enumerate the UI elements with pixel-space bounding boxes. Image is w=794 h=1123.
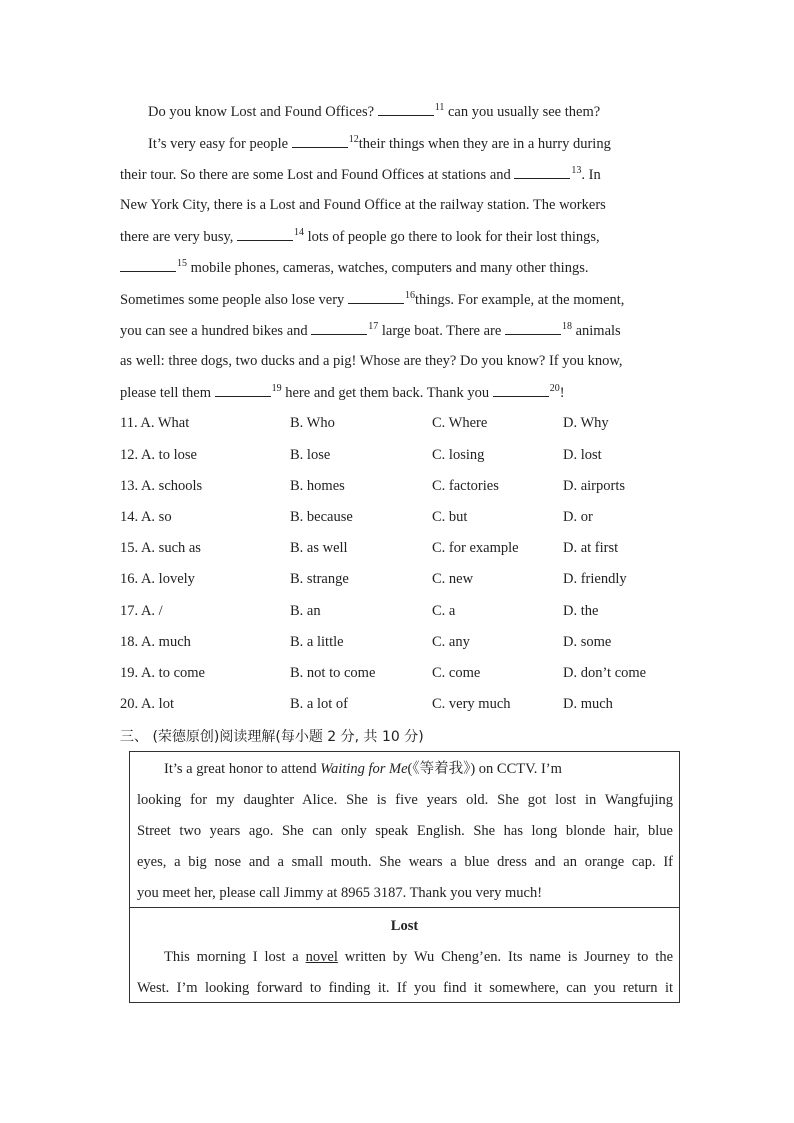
answer-blank-14[interactable] [237, 226, 293, 241]
option-d[interactable]: D. the [563, 603, 599, 619]
answer-blank-15[interactable] [120, 257, 176, 272]
option-b[interactable]: B. a little [290, 634, 344, 650]
option-b[interactable]: B. an [290, 603, 321, 619]
option-c[interactable]: C. come [432, 665, 481, 681]
option-a[interactable]: 11. A. What [120, 415, 190, 431]
option-b[interactable]: B. not to come [290, 665, 376, 681]
option-b[interactable]: B. because [290, 509, 353, 525]
option-a[interactable]: 16. A. lovely [120, 571, 195, 587]
option-a[interactable]: 13. A. schools [120, 478, 203, 494]
option-c[interactable]: C. any [432, 634, 470, 650]
passage-line-10: please tell them $^{19}$ here and get them back. Thank you $^{20}$! [120, 383, 565, 401]
option-a[interactable]: 20. A. lot [120, 696, 174, 712]
answer-blank-19[interactable] [215, 382, 271, 397]
option-d[interactable]: D. Why [563, 415, 609, 431]
option-a[interactable]: 15. A. such as [120, 540, 201, 556]
question-row-19 [120, 663, 680, 683]
option-b[interactable]: B. as well [290, 540, 348, 556]
passage-line-4: New York City, there is a Lost and Found Office at the railway station. The workers [120, 197, 606, 213]
question-row-16 [120, 569, 680, 589]
option-c[interactable]: C. Where [432, 415, 488, 431]
option-a[interactable]: 18. A. much [120, 634, 191, 650]
option-d[interactable]: D. airports [563, 478, 626, 494]
option-d[interactable]: D. much [563, 696, 613, 712]
question-row-13 [120, 476, 680, 496]
option-c[interactable]: C. factories [432, 478, 499, 494]
notice1-line-5: you meet her, please call Jimmy at 8965 3187. Thank you very much! [137, 885, 543, 901]
option-d[interactable]: D. or [563, 509, 593, 525]
option-d[interactable]: D. lost [563, 447, 602, 463]
question-row-14 [120, 507, 680, 527]
question-row-20 [120, 694, 680, 714]
notice1-line-3: Street two years ago. She can only speak English. She has long blonde hair, blue [137, 823, 673, 839]
notice1-line-2: looking for my daughter Alice. She is five years old. She got lost in Wangfujing [137, 792, 673, 808]
passage-line-6: $^{15}$ mobile phones, cameras, watches, computers and many other things. [120, 257, 588, 278]
passage-line-9: as well: three dogs, two ducks and a pig! Whose are they? Do you know? If you know, [120, 353, 623, 369]
passage-line-3: their tour. So there are some Lost and Found Offices at stations and $^{13}$. In [120, 165, 601, 183]
notice1-line-1: It’s a great honor to attend Waiting for Me(《等着我》) on CCTV. I’m [164, 761, 562, 777]
option-c[interactable]: C. a [432, 603, 456, 619]
answer-blank-16[interactable] [348, 289, 404, 304]
answer-blank-18[interactable] [505, 320, 561, 335]
option-d[interactable]: D. some [563, 634, 612, 650]
option-b[interactable]: B. strange [290, 571, 349, 587]
option-b[interactable]: B. a lot of [290, 696, 348, 712]
option-a[interactable]: 17. A. / [120, 603, 163, 619]
notice2-line-2: West. I’m looking forward to finding it. If you find it somewhere, can you return it [137, 980, 673, 996]
option-c[interactable]: C. very much [432, 696, 511, 712]
missing-person-notice [129, 751, 680, 908]
option-c[interactable]: C. new [432, 571, 474, 587]
underlined-word: novel [305, 949, 338, 965]
passage-line-7: Sometimes some people also lose very $^{16}$things. For example, at the moment, [120, 290, 625, 308]
answer-blank-17[interactable] [311, 320, 367, 335]
option-d[interactable]: D. friendly [563, 571, 627, 587]
passage-line-5: there are very busy, $^{14}$ lots of people go there to look for their lost things, [120, 227, 600, 245]
notice2-line-1: This morning I lost a novel written by Wu Cheng’en. Its name is Journey to the [164, 949, 673, 965]
answer-blank-20[interactable] [493, 382, 549, 397]
notice-title: Lost [390, 918, 419, 934]
option-d[interactable]: D. at first [563, 540, 619, 556]
answer-blank-13[interactable] [514, 164, 570, 179]
question-row-15 [120, 538, 680, 558]
option-c[interactable]: C. losing [432, 447, 485, 463]
option-a[interactable]: 12. A. to lose [120, 447, 197, 463]
lost-item-notice [129, 907, 680, 1003]
answer-blank-11[interactable] [378, 101, 434, 116]
option-d[interactable]: D. don’t come [563, 665, 647, 681]
question-row-17 [120, 601, 680, 621]
option-b[interactable]: B. homes [290, 478, 345, 494]
option-b[interactable]: B. Who [290, 415, 335, 431]
question-row-12 [120, 445, 680, 465]
answer-blank-12[interactable] [292, 133, 348, 148]
option-c[interactable]: C. for example [432, 540, 519, 556]
question-row-11 [120, 413, 680, 433]
notice1-line-4: eyes, a big nose and a small mouth. She wears a blue dress and an orange cap. If [137, 854, 673, 870]
passage-line-1: Do you know Lost and Found Offices? $^{11}$ can you usually see them? [148, 102, 601, 120]
question-row-18 [120, 632, 680, 652]
passage-line-2: It’s very easy for people $^{12}$their things when they are in a hurry during [148, 134, 611, 152]
option-b[interactable]: B. lose [290, 447, 331, 463]
option-a[interactable]: 19. A. to come [120, 665, 205, 681]
section-heading: 三、 (荣德原创)阅读理解(每小题 2 分, 共 10 分) [120, 729, 424, 745]
option-a[interactable]: 14. A. so [120, 509, 172, 525]
passage-line-8: you can see a hundred bikes and $^{17}$ large boat. There are $^{18}$ animals [120, 321, 621, 339]
program-title: Waiting for Me [320, 761, 408, 777]
option-c[interactable]: C. but [432, 509, 468, 525]
